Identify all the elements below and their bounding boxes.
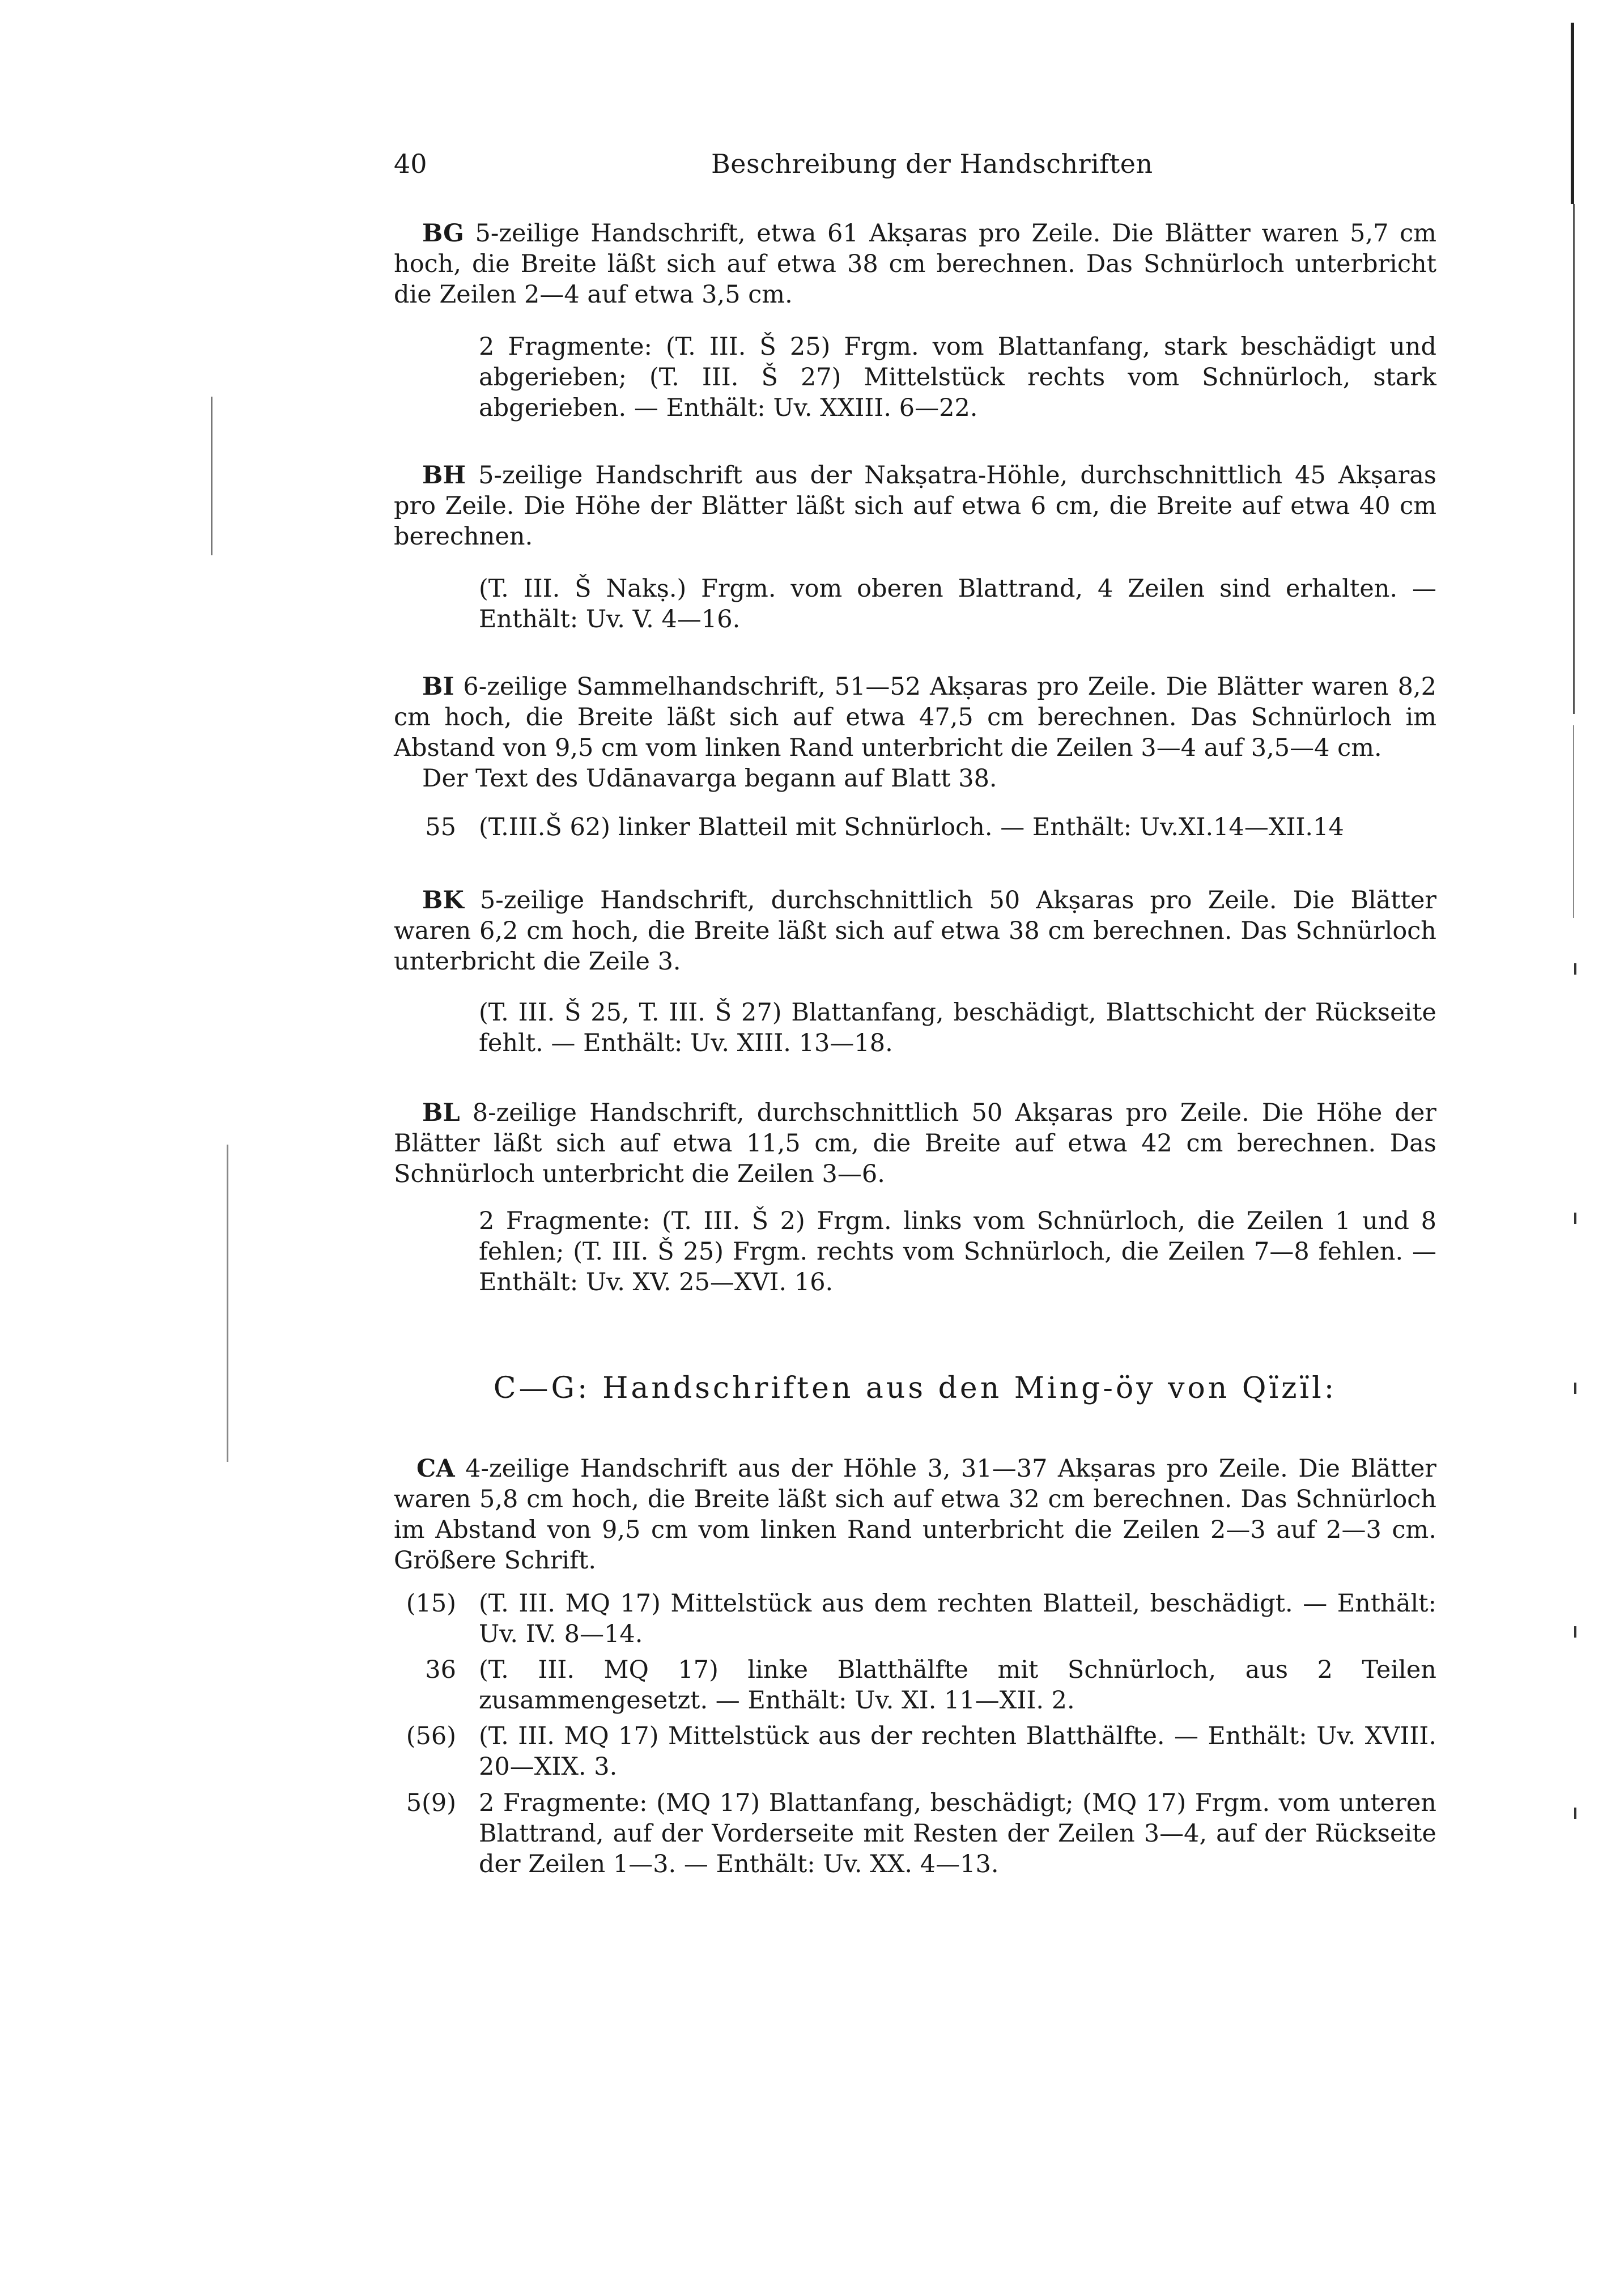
- scan-edge-middle: [1573, 204, 1575, 714]
- item-number: 55: [425, 813, 456, 841]
- entry-bh: [394, 460, 1436, 552]
- entry-bk: [394, 885, 1436, 977]
- list-item-ca-4: [394, 1788, 1436, 1878]
- entry-bi: [394, 671, 1436, 763]
- list-item-bi-1: [394, 812, 1436, 843]
- entry-bk-text: 5-zeilige Handschrift, durchschnittlich 50 Akṣaras pro Zeile. Die Blätter waren 6,2 cm hoch, die Breite läßt sich auf etwa 38 cm berechnen. Das Schnürloch unterbricht die Zeile 3.: [394, 886, 1436, 976]
- entry-bh-text: 5-zeilige Handschrift aus der Nakṣatra-Höhle, durchschnittlich 45 Akṣaras pro Zeile. Die Höhe der Blätter läßt sich auf etwa 6 cm, die Breite auf etwa 40 cm berechnen.: [394, 461, 1436, 551]
- siglum-bi: BI: [422, 673, 454, 701]
- item-text: (T. III. MQ 17) Mittelstück aus der rechten Blatthälfte. — Enthält: Uv. XVIII. 20—XIX. 3.: [479, 1722, 1436, 1781]
- entry-bi-text: 6-zeilige Sammelhandschrift, 51—52 Akṣaras pro Zeile. Die Blätter waren 8,2 cm hoch, die Breite läßt sich auf etwa 47,5 cm berechnen. Das Schnürloch im Abstand von 9,5 cm vom linken Rand unterbricht die Zeilen 3—4 auf 3,5—4 cm.: [394, 673, 1436, 762]
- scan-mark: [1574, 1213, 1576, 1224]
- running-title: Beschreibung der Handschriften: [711, 148, 1153, 179]
- siglum-ca: CA: [416, 1455, 455, 1483]
- item-text: (T.III.Š 62) linker Blatteil mit Schnürloch. — Enthält: Uv.XI.14—XII.14: [479, 813, 1344, 841]
- item-number: 5(9): [406, 1789, 456, 1817]
- scan-mark: [1574, 1383, 1576, 1394]
- item-text: (T. III. MQ 17) Mittelstück aus dem rechten Blatteil, beschädigt. — Enthält: Uv. IV. 8—14.: [479, 1589, 1436, 1648]
- page-number: 40: [394, 148, 427, 179]
- siglum-bl: BL: [422, 1099, 460, 1127]
- item-number: (56): [406, 1722, 456, 1750]
- note-bi: Der Text des Udānavarga begann auf Blatt 38.: [422, 764, 997, 793]
- siglum-bk: BK: [422, 886, 464, 915]
- scan-edge-left-top: [211, 397, 212, 555]
- item-number: 36: [425, 1656, 456, 1684]
- item-number: (15): [406, 1589, 456, 1618]
- list-item-ca-3: [394, 1721, 1436, 1781]
- siglum-bg: BG: [422, 219, 464, 248]
- fragments-bh: (T. III. Š Nakṣ.) Frgm. vom oberen Blattrand, 4 Zeilen sind erhalten. — Enthält: Uv. V. 4—16.: [479, 575, 1436, 633]
- scan-edge-left-lower: [227, 1145, 228, 1462]
- scan-mark: [1574, 1626, 1576, 1638]
- scan-mark: [1574, 1808, 1576, 1819]
- page-header: [394, 148, 1436, 194]
- entry-ca-text: 4-zeilige Handschrift aus der Höhle 3, 31—37 Akṣaras pro Zeile. Die Blätter waren 5,8 cm hoch, die Breite läßt sich auf etwa 32 cm berechnen. Das Schnürloch im Abstand von 9,5 cm vom linken Rand unterbricht die Zeilen 2—3 auf 2—3 cm. Größere Schrift.: [394, 1455, 1436, 1575]
- entry-bl: [394, 1098, 1436, 1189]
- section-heading: C—G: Handschriften aus den Ming-öy von Qïzïl:: [493, 1371, 1337, 1405]
- siglum-bh: BH: [422, 461, 466, 490]
- scan-edge-lower: [1573, 725, 1574, 918]
- fragments-bk: (T. III. Š 25, T. III. Š 27) Blattanfang, beschädigt, Blattschicht der Rückseite fehlt. — Enthält: Uv. XIII. 13—18.: [479, 998, 1436, 1057]
- list-item-ca-1: [394, 1588, 1436, 1648]
- entry-ca: [394, 1453, 1436, 1576]
- fragments-bg: 2 Fragmente: (T. III. Š 25) Frgm. vom Blattanfang, stark beschädigt und abgerieben; (T. III. Š 27) Mittelstück rechts vom Schnürloch, stark abgerieben. — Enthält: Uv. XXIII. 6—22.: [479, 333, 1436, 422]
- scan-edge-top: [1571, 23, 1574, 204]
- entry-bg: [394, 218, 1436, 310]
- fragments-bl: 2 Fragmente: (T. III. Š 2) Frgm. links vom Schnürloch, die Zeilen 1 und 8 fehlen; (T. III. Š 25) Frgm. rechts vom Schnürloch, die Zeilen 7—8 fehlen. — Enthält: Uv. XV. 25—XVI. 16.: [479, 1207, 1436, 1296]
- entry-bl-text: 8-zeilige Handschrift, durchschnittlich 50 Akṣaras pro Zeile. Die Höhe der Blätter läßt sich auf etwa 11,5 cm, die Breite auf etwa 42 cm berechnen. Das Schnürloch unterbricht die Zeilen 3—6.: [394, 1099, 1436, 1188]
- item-text: 2 Fragmente: (MQ 17) Blattanfang, beschädigt; (MQ 17) Frgm. vom unteren Blattrand, auf der Vorderseite mit Resten der Zeilen 3—4, auf der Rückseite der Zeilen 1—3. — Enthält: Uv. XX. 4—13.: [479, 1789, 1436, 1878]
- scan-mark: [1574, 963, 1576, 975]
- item-text: (T. III. MQ 17) linke Blatthälfte mit Schnürloch, aus 2 Teilen zusammengesetzt. — Enthält: Uv. XI. 11—XII. 2.: [479, 1656, 1436, 1715]
- list-item-ca-2: [394, 1655, 1436, 1715]
- entry-bg-text: 5-zeilige Handschrift, etwa 61 Akṣaras pro Zeile. Die Blätter waren 5,7 cm hoch, die Breite läßt sich auf etwa 38 cm berechnen. Das Schnürloch unterbricht die Zeilen 2—4 auf etwa 3,5 cm.: [394, 219, 1436, 309]
